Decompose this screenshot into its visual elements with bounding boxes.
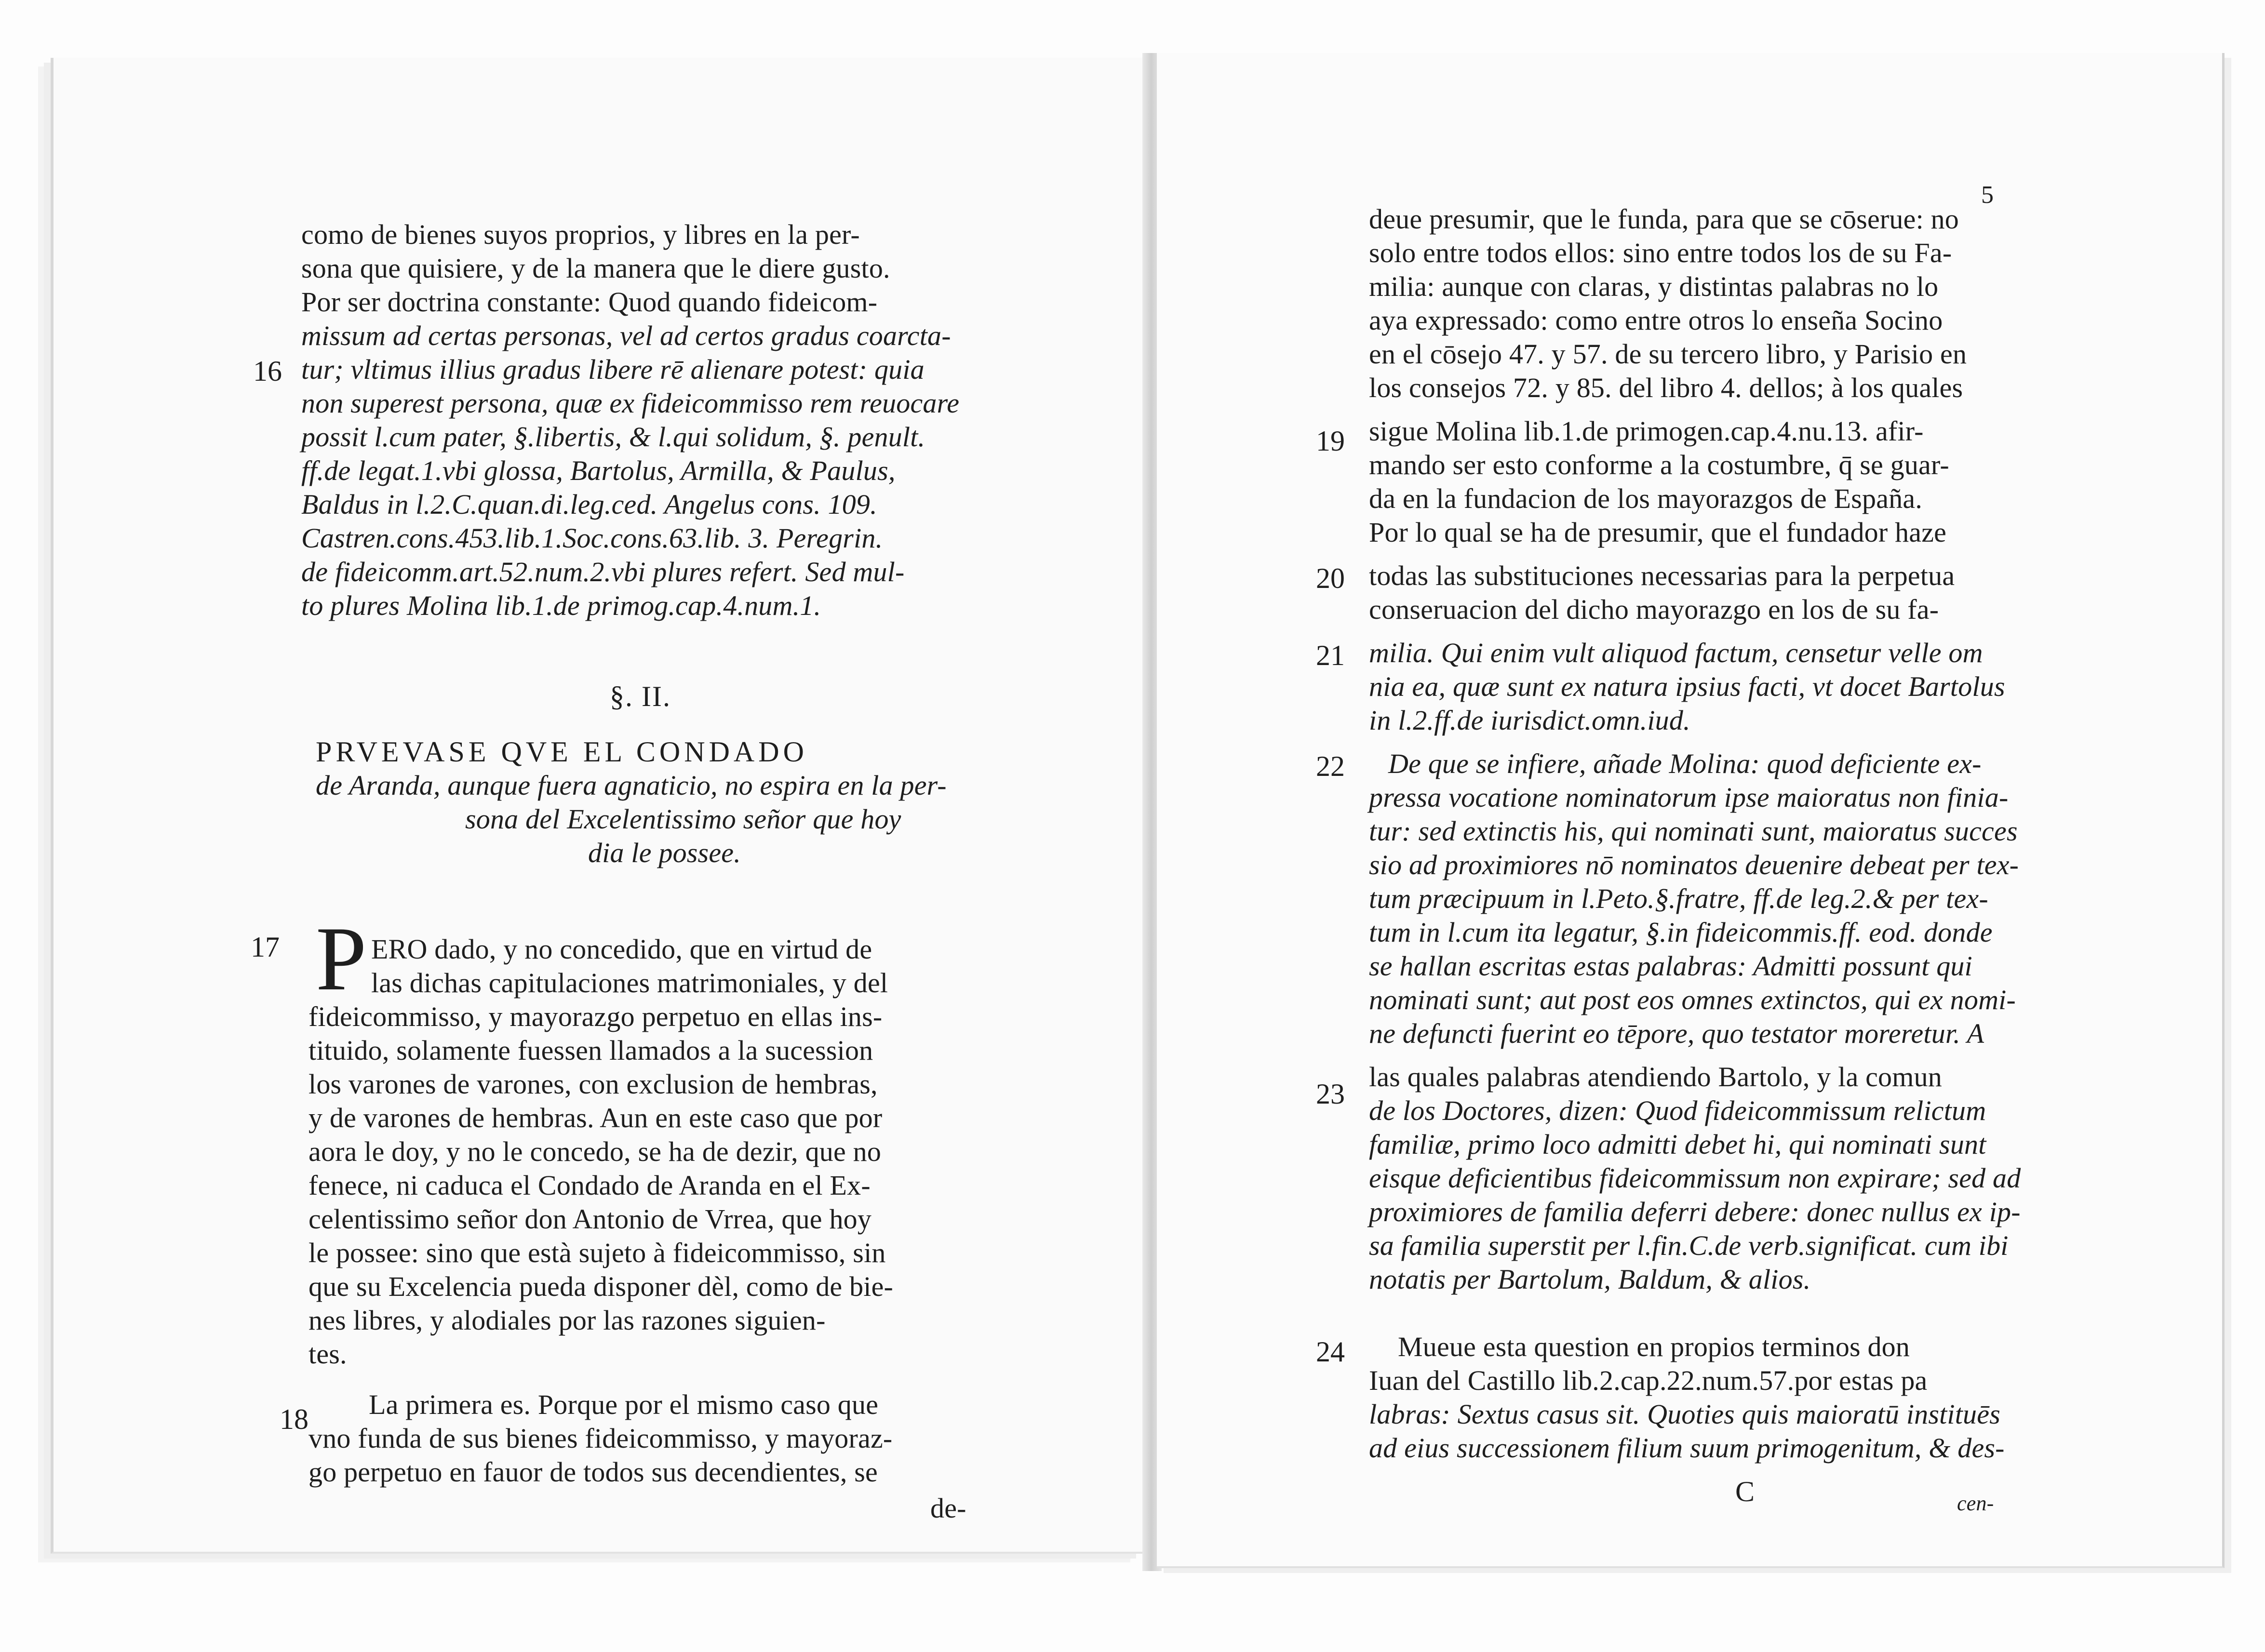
text-line: que su Excelencia pueda disponer dèl, como de bie- <box>308 1271 894 1302</box>
text-line: celentissimo señor don Antonio de Vrrea, que hoy <box>308 1203 872 1235</box>
drop-cap: P <box>316 908 367 1010</box>
text-line: tur; vltimus illius gradus libere rē alienare potest: quia <box>301 354 925 385</box>
text-line: fenece, ni caduca el Condado de Aranda en el Ex- <box>308 1170 871 1201</box>
text-line: milia. Qui enim vult aliquod factum, censetur velle om <box>1369 637 1983 668</box>
text-line: como de bienes suyos proprios, y libres en la per- <box>301 219 860 250</box>
text-line: mando ser esto conforme a la costumbre, q̄ se guar- <box>1369 449 1949 480</box>
text-line: sa familia superstit per l.fin.C.de verb.significat. cum ibi <box>1369 1230 2009 1261</box>
text-line: sio ad proximiores nō nominatos deuenire debeat per tex- <box>1369 849 2019 880</box>
text-line: familiæ, primo loco admitti debet hi, qui nominati sunt <box>1369 1129 1986 1160</box>
margin-number: 24 <box>1316 1336 1345 1368</box>
text-line: tum præcipuum in l.Peto.§.fratre, ff.de leg.2.& per tex- <box>1369 883 1988 914</box>
text-line: nominati sunt; aut post eos omnes extinctos, qui ex nomi- <box>1369 984 2016 1015</box>
text-line: conseruacion del dicho mayorazgo en los de su fa- <box>1369 594 1939 625</box>
text-line: de fideicomm.art.52.num.2.vbi plures refert. Sed mul- <box>301 556 905 587</box>
text-line: sigue Molina lib.1.de primogen.cap.4.nu.13. afir- <box>1369 415 1924 447</box>
section-heading: PRVEVASE QVE EL CONDADO <box>316 736 808 768</box>
text-line: tum in l.cum ita legatur, §.in fideicommis.ff. eod. donde <box>1369 917 1993 948</box>
text-line: da en la fundacion de los mayorazgos de España. <box>1369 483 1923 514</box>
text-line: le possee: sino que està sujeto à fideicommisso, sin <box>308 1237 886 1268</box>
margin-number: 19 <box>1316 425 1345 457</box>
catchword: cen- <box>1957 1492 1994 1515</box>
text-line: en el cōsejo 47. y 57. de su tercero libro, y Parisio en <box>1369 338 1967 370</box>
catchword: de- <box>930 1492 966 1524</box>
text-line: ERO dado, y no concedido, que en virtud de <box>371 933 872 965</box>
text-line: aora le doy, y no le concedo, se ha de dezir, que no <box>308 1136 882 1167</box>
margin-number: 23 <box>1316 1078 1345 1110</box>
text-line: pressa vocatione nominatorum ipse maioratus non finia- <box>1369 782 2009 813</box>
section-mark: §. II. <box>610 680 671 712</box>
text-line: proximiores de familia deferri debere: donec nullus ex ip- <box>1369 1196 2021 1227</box>
text-line: aya expressado: como entre otros lo enseña Socino <box>1369 305 1943 336</box>
text-line: Castren.cons.453.lib.1.Soc.cons.63.lib. 3. Peregrin. <box>301 522 883 554</box>
margin-number: 21 <box>1316 639 1345 671</box>
text-line: milia: aunque con claras, y distintas palabras no lo <box>1369 271 1939 302</box>
text-line: deue presumir, que le funda, para que se cōserue: no <box>1369 203 1959 235</box>
text-line: notatis per Bartolum, Baldum, & alios. <box>1369 1264 1811 1295</box>
margin-number: 20 <box>1316 562 1345 594</box>
text-line: Por ser doctrina constante: Quod quando fideicom- <box>301 286 878 318</box>
text-line: nes libres, y alodiales por las razones siguien- <box>308 1305 826 1336</box>
text-line: non superest persona, quæ ex fideicommisso rem reuocare <box>301 387 960 419</box>
text-line: missum ad certas personas, vel ad certos gradus coarcta- <box>301 320 951 351</box>
text-line: Por lo qual se ha de presumir, que el fundador haze <box>1369 517 1947 548</box>
text-line: ad eius successionem filium suum primogenitum, & des- <box>1369 1432 2005 1464</box>
text-line: las dichas capitulaciones matrimoniales, y del <box>371 967 888 999</box>
text-line: las quales palabras atendiendo Bartolo, y la comun <box>1369 1061 1942 1092</box>
signature-mark: C <box>1735 1476 1755 1507</box>
text-line: Iuan del Castillo lib.2.cap.22.num.57.por estas pa <box>1369 1365 1928 1396</box>
text-line: solo entre todos ellos: sino entre todos los de su Fa- <box>1369 237 1952 268</box>
text-line: possit l.cum pater, §.libertis, & l.qui solidum, §. penult. <box>301 421 925 453</box>
text-line: fideicommisso, y mayorazgo perpetuo en ellas ins- <box>308 1001 883 1032</box>
text-line: La primera es. Porque por el mismo caso que <box>369 1389 879 1420</box>
text-line: los consejos 72. y 85. del libro 4. dellos; à los quales <box>1369 372 1963 403</box>
text-line: nia ea, quæ sunt ex natura ipsius facti, vt docet Bartolus <box>1369 671 2005 702</box>
text-line: eisque deficientibus fideicommissum non expirare; sed ad <box>1369 1162 2021 1194</box>
margin-number: 22 <box>1316 750 1345 782</box>
text-line: in l.2.ff.de iurisdict.omn.iud. <box>1369 705 1690 736</box>
text-line: go perpetuo en fauor de todos sus decendientes, se <box>308 1456 878 1488</box>
text-line: to plures Molina lib.1.de primog.cap.4.num.1. <box>301 590 821 621</box>
page-number: 5 <box>1981 181 1994 209</box>
text-line: Baldus in l.2.C.quan.di.leg.ced. Angelus cons. 109. <box>301 489 877 520</box>
margin-number: 17 <box>251 931 280 963</box>
section-heading: de Aranda, aunque fuera agnaticio, no espira en la per- <box>316 770 947 801</box>
text-line: de los Doctores, dizen: Quod fideicommissum relictum <box>1369 1095 1986 1126</box>
text-line: y de varones de hembras. Aun en este caso que por <box>308 1102 883 1133</box>
text-line: se hallan escritas estas palabras: Admitti possunt qui <box>1369 950 1972 982</box>
margin-number: 18 <box>280 1403 308 1435</box>
section-heading: dia le possee. <box>588 837 741 868</box>
text-line: labras: Sextus casus sit. Quoties quis maioratū instituēs <box>1369 1399 2000 1430</box>
text-line: sona que quisiere, y de la manera que le diere gusto. <box>301 253 890 284</box>
text-line: ff.de legat.1.vbi glossa, Bartolus, Armilla, & Paulus, <box>301 455 896 486</box>
text-line: vno funda de sus bienes fideicommisso, y mayoraz- <box>308 1423 893 1454</box>
text-line: los varones de varones, con exclusion de hembras, <box>308 1068 878 1100</box>
text-line: todas las substituciones necessarias para la perpetua <box>1369 560 1955 591</box>
text-line: Mueue esta question en propios terminos don <box>1398 1331 1910 1362</box>
text-line: De que se infiere, añade Molina: quod deficiente ex- <box>1388 748 1982 779</box>
text-line: tur: sed extinctis his, qui nominati sunt, maioratus succes <box>1369 815 2018 847</box>
text-line: tituido, solamente fuessen llamados a la sucession <box>308 1035 873 1066</box>
text-line: tes. <box>308 1338 347 1370</box>
margin-number: 16 <box>253 355 282 387</box>
section-heading: sona del Excelentissimo señor que hoy <box>465 803 901 835</box>
text-line: ne defuncti fuerint eo tēpore, quo testator moreretur. A <box>1369 1018 1984 1049</box>
